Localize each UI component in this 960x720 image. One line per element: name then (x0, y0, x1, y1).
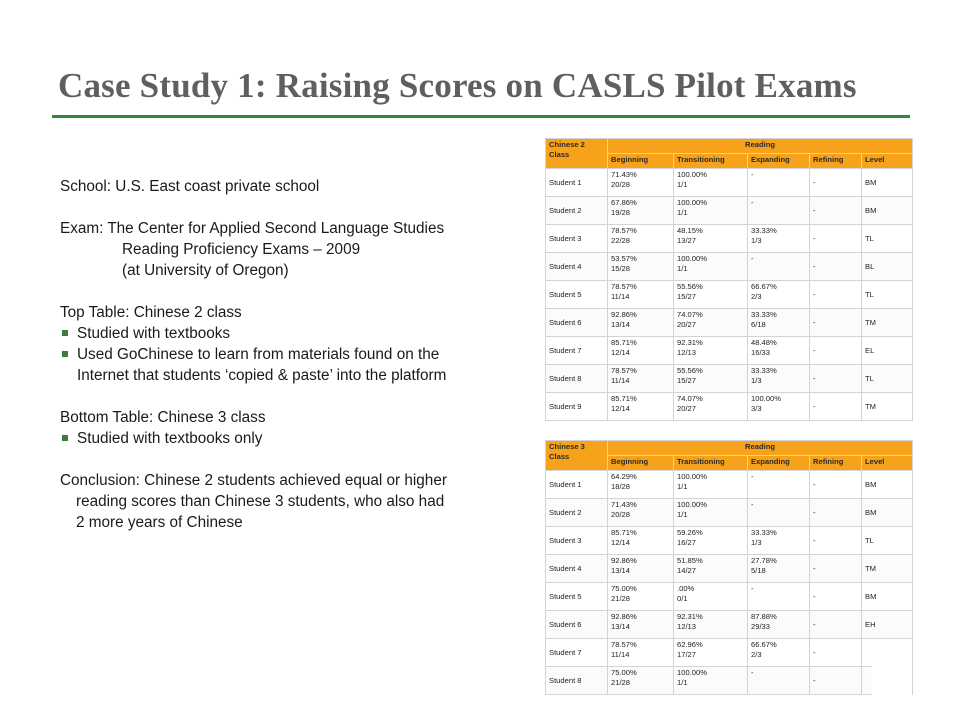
level-cell (862, 197, 913, 225)
level-cell (862, 471, 913, 499)
expanding-cell-exp-pct: - (751, 472, 754, 481)
transitioning-header: Transitioning (674, 456, 748, 471)
refining-cell (810, 583, 862, 611)
student-name-cell (546, 337, 608, 365)
student-name-cell-name: Student 7 (549, 345, 582, 355)
transitioning-cell (674, 583, 748, 611)
expanding-cell-exp-frac: 1/3 (751, 537, 762, 547)
refining-cell (810, 365, 862, 393)
transitioning-cell-tra-pct: 100.00% (677, 254, 707, 263)
expanding-cell-exp-pct: - (751, 500, 754, 509)
conclusion-line-3: 2 more years of Chinese (76, 514, 243, 531)
beginning-cell-beg-frac: 13/14 (611, 565, 631, 575)
chinese-3-results-table (545, 440, 913, 695)
refining-cell-ref: - (813, 261, 816, 271)
bottom-table-heading: Bottom Table: Chinese 3 class (60, 409, 266, 426)
level-cell-level: TL (865, 535, 874, 545)
beginning-cell-beg-frac: 19/28 (611, 207, 631, 217)
expanding-cell (748, 365, 810, 393)
transitioning-cell-tra-pct: 74.07% (677, 394, 703, 403)
transitioning-cell-tra-pct: 100.00% (677, 472, 707, 481)
transitioning-cell-tra-pct: 92.31% (677, 612, 703, 621)
level-cell-level: TM (865, 317, 876, 327)
expanding-header: Expanding (748, 456, 810, 471)
transitioning-cell (674, 309, 748, 337)
class-label-header: Chinese 2 Class (546, 139, 608, 169)
student-name-cell (546, 309, 608, 337)
chinese-2-results-table (545, 138, 913, 421)
table-row (546, 253, 913, 281)
transitioning-cell-tra-frac: 1/1 (677, 677, 688, 687)
school-line: School: U.S. East coast private school (60, 178, 320, 195)
level-cell-level: EH (865, 619, 876, 629)
level-cell (862, 225, 913, 253)
expanding-cell-exp-frac: 5/18 (751, 565, 766, 575)
transitioning-cell-tra-frac: 1/1 (677, 509, 688, 519)
level-cell (862, 309, 913, 337)
exam-line-2: Reading Proficiency Exams – 2009 (122, 241, 361, 258)
transitioning-cell-tra-frac: 1/1 (677, 179, 688, 189)
level-cell-level: BM (865, 479, 877, 489)
transitioning-cell-tra-pct: .00% (677, 584, 695, 593)
transitioning-cell-tra-frac: 17/27 (677, 649, 697, 659)
expanding-cell (748, 393, 810, 421)
expanding-cell (748, 555, 810, 583)
refining-cell (810, 499, 862, 527)
transitioning-cell-tra-pct: 51.85% (677, 556, 703, 565)
level-header: Level (862, 154, 913, 169)
expanding-cell-exp-pct: - (751, 198, 754, 207)
expanding-cell (748, 169, 810, 197)
beginning-cell-beg-frac: 13/14 (611, 621, 631, 631)
level-cell-level: EL (865, 345, 875, 355)
student-name-cell (546, 393, 608, 421)
slide-title: Case Study 1: Raising Scores on CASLS Pilot Exams (58, 66, 857, 105)
transitioning-cell-tra-pct: 55.56% (677, 366, 703, 375)
expanding-cell-exp-pct: - (751, 668, 754, 677)
table-row (546, 225, 913, 253)
beginning-cell (608, 365, 674, 393)
table-row (546, 583, 913, 611)
transitioning-cell (674, 393, 748, 421)
refining-cell-ref: - (813, 233, 816, 243)
beginning-cell (608, 225, 674, 253)
expanding-cell-exp-pct: 33.33% (751, 528, 777, 537)
beginning-cell-beg-frac: 18/28 (611, 481, 631, 491)
refining-cell (810, 393, 862, 421)
transitioning-cell-tra-frac: 15/27 (677, 291, 697, 301)
beginning-cell-beg-pct: 85.71% (611, 394, 637, 403)
beginning-header: Beginning (608, 456, 674, 471)
transitioning-cell-tra-pct: 74.07% (677, 310, 703, 319)
level-cell-level: BL (865, 261, 875, 271)
transitioning-cell (674, 471, 748, 499)
beginning-cell-beg-frac: 13/14 (611, 319, 631, 329)
transitioning-cell-tra-pct: 59.26% (677, 528, 703, 537)
table-row (546, 337, 913, 365)
student-name-cell (546, 611, 608, 639)
beginning-cell-beg-frac: 20/28 (611, 509, 631, 519)
expanding-cell (748, 667, 810, 695)
student-name-cell-name: Student 3 (549, 535, 582, 545)
table-row (546, 169, 913, 197)
refining-cell-ref: - (813, 563, 816, 573)
beginning-cell-beg-frac: 12/14 (611, 403, 631, 413)
beginning-cell-beg-pct: 85.71% (611, 528, 637, 537)
expanding-cell (748, 611, 810, 639)
table-row (546, 281, 913, 309)
table-row (546, 393, 913, 421)
refining-cell-ref: - (813, 507, 816, 517)
student-name-cell-name: Student 5 (549, 591, 582, 601)
beginning-cell-beg-frac: 11/14 (611, 375, 630, 385)
transitioning-cell-tra-frac: 0/1 (677, 593, 688, 603)
student-name-cell (546, 365, 608, 393)
student-name-cell (546, 197, 608, 225)
refining-cell (810, 667, 862, 695)
reading-header: Reading (608, 441, 913, 456)
beginning-cell (608, 393, 674, 421)
expanding-cell (748, 471, 810, 499)
beginning-cell-beg-pct: 78.57% (611, 226, 637, 235)
beginning-cell (608, 471, 674, 499)
student-name-cell (546, 471, 608, 499)
refining-cell-ref: - (813, 619, 816, 629)
beginning-cell-beg-pct: 92.86% (611, 612, 637, 621)
expanding-cell-exp-pct: 66.67% (751, 282, 777, 291)
refining-cell (810, 197, 862, 225)
beginning-cell-beg-pct: 67.86% (611, 198, 637, 207)
beginning-cell (608, 281, 674, 309)
student-name-cell-name: Student 6 (549, 317, 582, 327)
level-cell (862, 253, 913, 281)
student-name-cell (546, 583, 608, 611)
transitioning-cell-tra-frac: 16/27 (677, 537, 697, 547)
transitioning-cell-tra-pct: 100.00% (677, 668, 707, 677)
level-cell-level: TL (865, 233, 874, 243)
expanding-cell-exp-pct: 100.00% (751, 394, 781, 403)
transitioning-cell-tra-pct: 55.56% (677, 282, 703, 291)
beginning-cell-beg-frac: 11/14 (611, 291, 630, 301)
student-name-cell-name: Student 1 (549, 177, 582, 187)
student-name-cell (546, 225, 608, 253)
expanding-cell (748, 583, 810, 611)
level-cell (862, 611, 913, 639)
student-name-cell-name: Student 4 (549, 261, 582, 271)
student-name-cell-name: Student 6 (549, 619, 582, 629)
transitioning-cell-tra-frac: 14/27 (677, 565, 697, 575)
beginning-header: Beginning (608, 154, 674, 169)
beginning-cell-beg-pct: 85.71% (611, 338, 637, 347)
beginning-cell (608, 555, 674, 583)
student-name-cell-name: Student 4 (549, 563, 582, 573)
beginning-cell-beg-pct: 71.43% (611, 500, 637, 509)
level-cell-level: TM (865, 401, 876, 411)
transitioning-cell-tra-frac: 1/1 (677, 207, 688, 217)
transitioning-cell (674, 611, 748, 639)
beginning-cell-beg-frac: 21/28 (611, 593, 631, 603)
beginning-cell (608, 309, 674, 337)
beginning-cell-beg-pct: 75.00% (611, 668, 637, 677)
expanding-cell-exp-frac: 2/3 (751, 291, 762, 301)
refining-cell-ref: - (813, 205, 816, 215)
refining-cell-ref: - (813, 317, 816, 327)
level-cell-level: BM (865, 205, 877, 215)
expanding-cell (748, 225, 810, 253)
student-name-cell (546, 667, 608, 695)
transitioning-cell (674, 169, 748, 197)
student-name-cell-name: Student 9 (549, 401, 582, 411)
transitioning-cell-tra-pct: 92.31% (677, 338, 703, 347)
student-name-cell (546, 639, 608, 667)
transitioning-cell-tra-pct: 48.15% (677, 226, 703, 235)
level-cell (862, 337, 913, 365)
level-cell-level: BM (865, 591, 877, 601)
expanding-cell-exp-pct: 66.67% (751, 640, 777, 649)
student-name-cell-name: Student 8 (549, 373, 582, 383)
transitioning-cell-tra-pct: 100.00% (677, 500, 707, 509)
beginning-cell-beg-pct: 78.57% (611, 640, 637, 649)
expanding-cell (748, 253, 810, 281)
beginning-cell-beg-pct: 71.43% (611, 170, 637, 179)
beginning-cell-beg-frac: 11/14 (611, 649, 630, 659)
student-name-cell (546, 527, 608, 555)
table-row (546, 527, 913, 555)
transitioning-cell-tra-pct: 100.00% (677, 170, 707, 179)
student-name-cell-name: Student 1 (549, 479, 582, 489)
level-cell-level: TL (865, 289, 874, 299)
expanding-cell (748, 337, 810, 365)
level-cell-level: BM (865, 177, 877, 187)
top-bullet-gochinese-continued: Internet that students ‘copied & paste’ into the platform (77, 367, 447, 384)
expanding-cell (748, 527, 810, 555)
transitioning-header: Transitioning (674, 154, 748, 169)
beginning-cell-beg-pct: 92.86% (611, 310, 637, 319)
expanding-cell (748, 499, 810, 527)
refining-header: Refining (810, 456, 862, 471)
beginning-cell (608, 667, 674, 695)
expanding-cell-exp-frac: 1/3 (751, 375, 762, 385)
student-name-cell (546, 169, 608, 197)
transitioning-cell-tra-frac: 13/27 (677, 235, 697, 245)
transitioning-cell-tra-frac: 20/27 (677, 403, 697, 413)
beginning-cell (608, 253, 674, 281)
level-cell (862, 555, 913, 583)
refining-cell (810, 527, 862, 555)
title-underline (52, 115, 910, 118)
table-row (546, 499, 913, 527)
conclusion-line-1: Conclusion: Chinese 2 students achieved equal or higher (60, 472, 447, 489)
level-cell-level: TM (865, 563, 876, 573)
expanding-cell (748, 197, 810, 225)
reading-header: Reading (608, 139, 913, 154)
expanding-cell-exp-pct: 87.88% (751, 612, 777, 621)
refining-cell (810, 309, 862, 337)
beginning-cell-beg-pct: 92.86% (611, 556, 637, 565)
transitioning-cell-tra-frac: 1/1 (677, 263, 688, 273)
refining-cell (810, 555, 862, 583)
expanding-cell-exp-frac: 2/3 (751, 649, 762, 659)
beginning-cell (608, 583, 674, 611)
beginning-cell-beg-frac: 15/28 (611, 263, 631, 273)
transitioning-cell (674, 253, 748, 281)
refining-cell-ref: - (813, 401, 816, 411)
expanding-cell-exp-pct: 48.48% (751, 338, 777, 347)
refining-cell-ref: - (813, 177, 816, 187)
expanding-cell (748, 281, 810, 309)
refining-cell-ref: - (813, 345, 816, 355)
table-row (546, 639, 913, 667)
beginning-cell (608, 499, 674, 527)
expanding-cell-exp-pct: - (751, 170, 754, 179)
level-cell-level: BM (865, 507, 877, 517)
level-cell (862, 583, 913, 611)
transitioning-cell (674, 337, 748, 365)
expanding-cell-exp-frac: 6/18 (751, 319, 766, 329)
beginning-cell-beg-frac: 22/28 (611, 235, 631, 245)
table-row (546, 667, 913, 695)
student-name-cell (546, 281, 608, 309)
refining-cell (810, 471, 862, 499)
transitioning-cell (674, 365, 748, 393)
level-cell (862, 281, 913, 309)
class-label-header: Chinese 3 Class (546, 441, 608, 471)
transitioning-cell (674, 499, 748, 527)
level-cell (862, 365, 913, 393)
level-cell (862, 527, 913, 555)
conclusion-line-2: reading scores than Chinese 3 students, who also had (76, 493, 445, 510)
refining-cell (810, 169, 862, 197)
transitioning-cell-tra-pct: 62.96% (677, 640, 703, 649)
expanding-cell-exp-pct: - (751, 584, 754, 593)
beginning-cell (608, 169, 674, 197)
transitioning-cell (674, 197, 748, 225)
beginning-cell (608, 197, 674, 225)
expanding-cell-exp-pct: 33.33% (751, 366, 777, 375)
level-header: Level (862, 456, 913, 471)
transitioning-cell-tra-frac: 15/27 (677, 375, 697, 385)
refining-header: Refining (810, 154, 862, 169)
beginning-cell (608, 611, 674, 639)
transitioning-cell (674, 667, 748, 695)
refining-cell (810, 611, 862, 639)
transitioning-cell (674, 555, 748, 583)
beginning-cell-beg-pct: 78.57% (611, 282, 637, 291)
level-cell (862, 499, 913, 527)
refining-cell-ref: - (813, 479, 816, 489)
level-cell (862, 169, 913, 197)
transitioning-cell (674, 225, 748, 253)
transitioning-cell-tra-frac: 12/13 (677, 347, 697, 357)
image-crop-mask (872, 648, 912, 696)
refining-cell-ref: - (813, 591, 816, 601)
expanding-cell-exp-frac: 16/33 (751, 347, 771, 357)
table-row (546, 309, 913, 337)
refining-cell (810, 639, 862, 667)
transitioning-cell (674, 281, 748, 309)
expanding-cell-exp-pct: - (751, 254, 754, 263)
refining-cell-ref: - (813, 647, 816, 657)
level-cell (862, 393, 913, 421)
expanding-cell-exp-pct: 33.33% (751, 226, 777, 235)
exam-line-3: (at University of Oregon) (122, 262, 289, 279)
bottom-bullet-textbooks: Studied with textbooks only (60, 428, 540, 449)
refining-cell-ref: - (813, 675, 816, 685)
expanding-cell (748, 309, 810, 337)
refining-cell-ref: - (813, 535, 816, 545)
top-table-heading: Top Table: Chinese 2 class (60, 304, 242, 321)
beginning-cell-beg-pct: 53.57% (611, 254, 637, 263)
table-row (546, 365, 913, 393)
student-name-cell-name: Student 8 (549, 675, 582, 685)
table-row (546, 197, 913, 225)
student-name-cell-name: Student 2 (549, 205, 582, 215)
student-name-cell (546, 555, 608, 583)
transitioning-cell-tra-frac: 12/13 (677, 621, 697, 631)
beginning-cell-beg-frac: 20/28 (611, 179, 631, 189)
beginning-cell-beg-pct: 64.29% (611, 472, 637, 481)
exam-line-1: Exam: The Center for Applied Second Language Studies (60, 220, 445, 237)
expanding-cell-exp-frac: 29/33 (751, 621, 771, 631)
student-name-cell (546, 499, 608, 527)
top-bullet-gochinese: Used GoChinese to learn from materials found on the (60, 344, 540, 365)
refining-cell-ref: - (813, 289, 816, 299)
refining-cell-ref: - (813, 373, 816, 383)
refining-cell (810, 337, 862, 365)
beginning-cell (608, 639, 674, 667)
transitioning-cell-tra-frac: 1/1 (677, 481, 688, 491)
beginning-cell-beg-pct: 75.00% (611, 584, 637, 593)
refining-cell (810, 225, 862, 253)
refining-cell (810, 281, 862, 309)
student-name-cell-name: Student 7 (549, 647, 582, 657)
expanding-cell-exp-pct: 27.78% (751, 556, 777, 565)
table-row (546, 611, 913, 639)
top-bullet-textbooks: Studied with textbooks (60, 323, 540, 344)
refining-cell (810, 253, 862, 281)
expanding-cell-exp-pct: 33.33% (751, 310, 777, 319)
description-text-block (60, 176, 540, 533)
expanding-cell (748, 639, 810, 667)
transitioning-cell-tra-frac: 20/27 (677, 319, 697, 329)
transitioning-cell-tra-pct: 100.00% (677, 198, 707, 207)
beginning-cell-beg-frac: 12/14 (611, 347, 631, 357)
beginning-cell-beg-frac: 21/28 (611, 677, 631, 687)
transitioning-cell (674, 639, 748, 667)
transitioning-cell (674, 527, 748, 555)
beginning-cell-beg-pct: 78.57% (611, 366, 637, 375)
student-name-cell-name: Student 2 (549, 507, 582, 517)
student-name-cell-name: Student 5 (549, 289, 582, 299)
expanding-cell-exp-frac: 3/3 (751, 403, 762, 413)
student-name-cell-name: Student 3 (549, 233, 582, 243)
table-row (546, 555, 913, 583)
beginning-cell (608, 337, 674, 365)
level-cell-level: TL (865, 373, 874, 383)
expanding-header: Expanding (748, 154, 810, 169)
beginning-cell (608, 527, 674, 555)
student-name-cell (546, 253, 608, 281)
table-row (546, 471, 913, 499)
beginning-cell-beg-frac: 12/14 (611, 537, 631, 547)
expanding-cell-exp-frac: 1/3 (751, 235, 762, 245)
